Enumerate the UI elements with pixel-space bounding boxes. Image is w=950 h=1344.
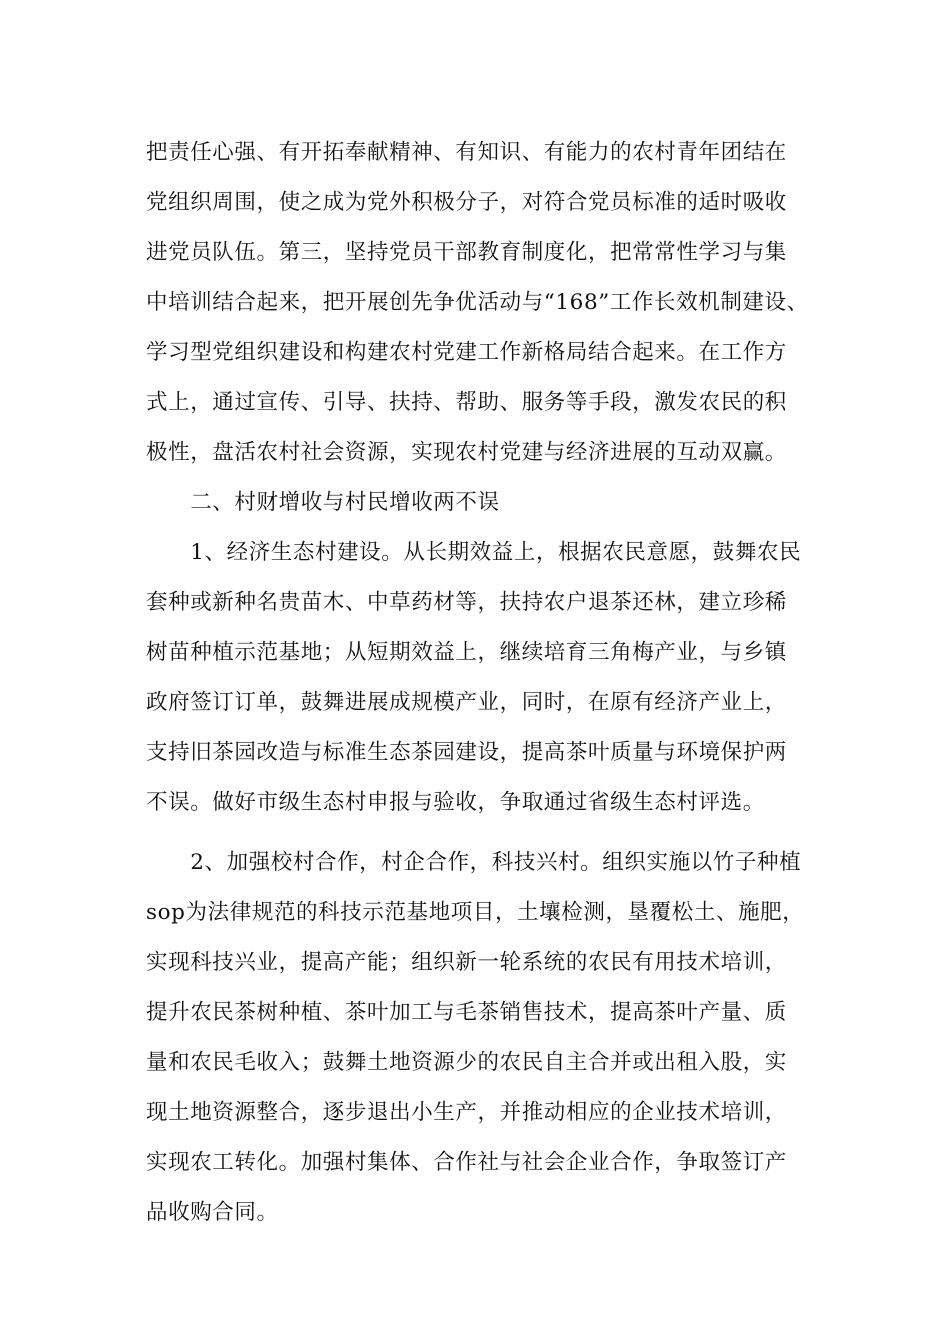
text-line: 2、加强校村合作，村企合作，科技兴村。组织实施以竹子种植	[146, 850, 802, 875]
text-line: 中培训结合起来，把开展创先争优活动与“168”工作长效机制建设、	[146, 290, 809, 315]
text-line: 极性，盘活农村社会资源，实现农村党建与经济进展的互动双赢。	[146, 440, 787, 465]
text-line: 式上，通过宣传、引导、扶持、帮助、服务等手段，激发农民的积	[146, 390, 787, 415]
text-line: 提升农民茶树种植、茶叶加工与毛茶销售技术，提高茶叶产量、质	[146, 1000, 787, 1025]
text-line: 树苗种植示范基地；从短期效益上，继续培育三角梅产业，与乡镇	[146, 640, 787, 665]
section-heading-text: 二、村财增收与村民增收两不误	[146, 490, 500, 515]
text-line: 不误。做好市级生态村申报与验收，争取通过省级生态村评选。	[146, 790, 765, 815]
text-line: 量和农民毛收入；鼓舞土地资源少的农民自主合并或出租入股，实	[146, 1050, 787, 1075]
text-line: 实现科技兴业，提高产能；组织新一轮系统的农民有用技术培训，	[146, 950, 787, 975]
text-line: 把责任心强、有开拓奉献精神、有知识、有能力的农村青年团结在	[146, 140, 787, 165]
document-body	[146, 128, 826, 1238]
paragraph-cooperation	[146, 838, 826, 1238]
text-line: 实现农工转化。加强村集体、合作社与社会企业合作，争取签订产	[146, 1150, 787, 1175]
text-line: sop为法律规范的科技示范基地项目，土壤检测，垦覆松土、施肥，	[146, 900, 805, 925]
section-heading	[146, 478, 826, 528]
text-line: 1、经济生态村建设。从长期效益上，根据农民意愿，鼓舞农民	[146, 540, 802, 565]
text-line: 政府签订订单，鼓舞进展成规模产业，同时，在原有经济产业上，	[146, 690, 787, 715]
paragraph-party-building-continued	[146, 128, 826, 478]
text-line: 学习型党组织建设和构建农村党建工作新格局结合起来。在工作方	[146, 340, 787, 365]
text-line: 现土地资源整合，逐步退出小生产，并推动相应的企业技术培训，	[146, 1100, 787, 1125]
text-line: 进党员队伍。第三，坚持党员干部教育制度化，把常常性学习与集	[146, 240, 787, 265]
text-line: 套种或新种名贵苗木、中草药材等，扶持农户退茶还林，建立珍稀	[146, 590, 787, 615]
paragraph-gap	[146, 828, 826, 838]
paragraph-eco-village	[146, 528, 826, 828]
text-line: 党组织周围，使之成为党外积极分子，对符合党员标准的适时吸收	[146, 190, 787, 215]
text-line: 品收购合同。	[146, 1200, 279, 1225]
text-line: 支持旧茶园改造与标准生态茶园建设，提高茶叶质量与环境保护两	[146, 740, 787, 765]
